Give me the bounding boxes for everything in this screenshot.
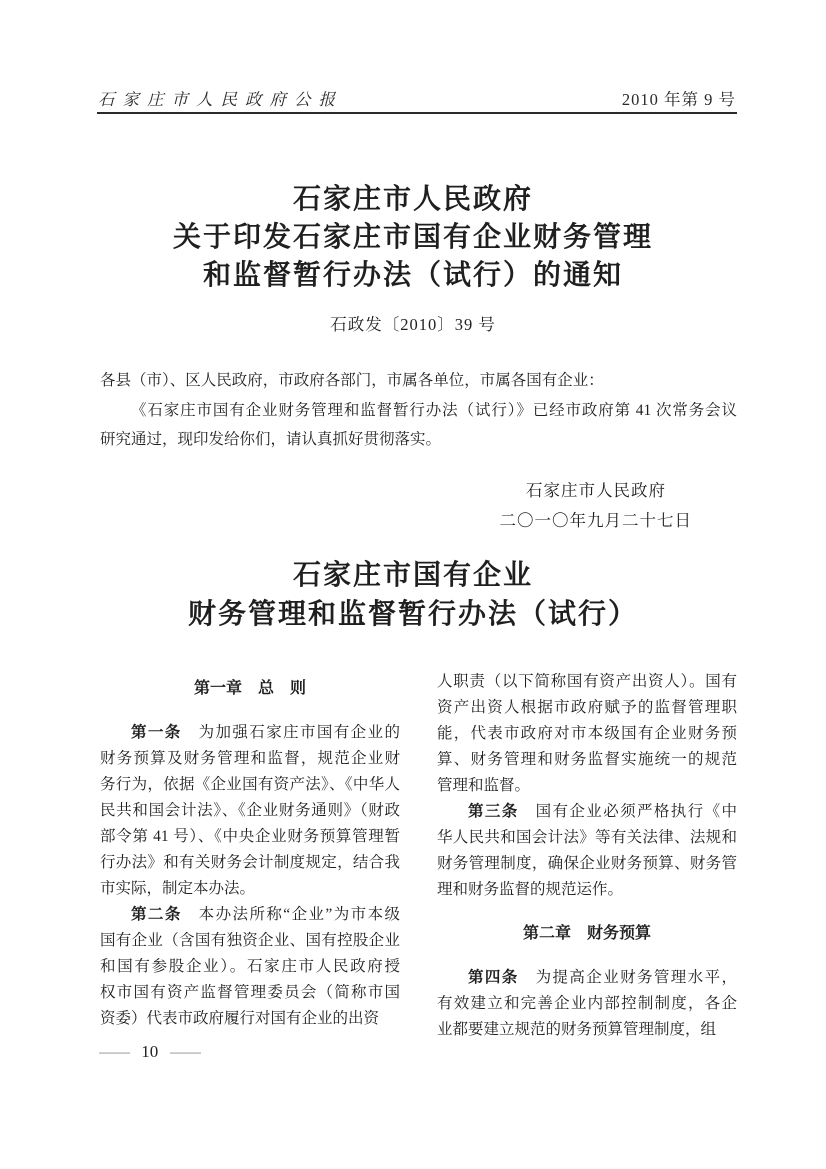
text-line: 部令第 41 号）、《中央企业财务预算管理暂 bbox=[100, 828, 400, 845]
column-right bbox=[437, 669, 737, 1043]
text-line: 财务预算及财务管理和监督，规范企业财 bbox=[100, 750, 400, 767]
chapter-heading: 第二章 财务预算 bbox=[522, 925, 651, 942]
text-line: 国有企业（含国有独资企业、国有控股企业 bbox=[100, 932, 400, 949]
text-line: 第一条 为加强石家庄市国有企业的 bbox=[131, 724, 400, 741]
notice-body bbox=[100, 366, 737, 455]
notice-title bbox=[0, 181, 826, 295]
text-line: 市实际，制定本办法。 bbox=[100, 880, 256, 897]
regulation-title-line-1: 石家庄市国有企业 bbox=[292, 560, 533, 591]
text-line: 和国有参股企业）。石家庄市人民政府授 bbox=[100, 958, 400, 975]
notice-body-line: 《石家庄市国有企业财务管理和监督暂行办法（试行）》已经市政府第 41 次常务会议 bbox=[131, 401, 737, 419]
page-number bbox=[100, 1042, 200, 1062]
text-line: 权市国有资产监督管理委员会（简称市国 bbox=[100, 984, 400, 1001]
text-line: 理和财务监督的规范运作。 bbox=[437, 881, 624, 898]
notice-title-line-1: 石家庄市人民政府 bbox=[292, 184, 533, 215]
signature-block bbox=[500, 476, 693, 535]
text-line: 华人民共和国会计法》等有关法律、法规和 bbox=[437, 829, 737, 846]
text-line: 民共和国会计法》、《企业财务通则》（财政 bbox=[100, 802, 400, 819]
salutation-line: 各县（市）、区人民政府，市政府各部门，市属各单位，市属各国有企业： bbox=[100, 372, 604, 389]
issue-number: 2010 年第 9 号 bbox=[621, 90, 736, 109]
article-number: 第二条 bbox=[131, 906, 182, 923]
text-line: 资委）代表市政府履行对国有企业的出资 bbox=[100, 1010, 380, 1027]
text-line: 务行为，依据《企业国有资产法》、《中华人 bbox=[100, 776, 400, 793]
text-line: 有效建立和完善企业内部控制制度，各企 bbox=[437, 995, 737, 1012]
header-rule bbox=[97, 112, 737, 114]
regulation-title bbox=[0, 556, 826, 634]
text-line: 行办法》和有关财务会计制度规定，结合我 bbox=[100, 854, 400, 871]
page-header bbox=[98, 86, 736, 110]
text-line: 第四条 为提高企业财务管理水平， bbox=[468, 969, 737, 986]
article-number: 第四条 bbox=[468, 969, 519, 986]
article-number: 第一条 bbox=[131, 724, 182, 741]
text-line: 管理和监督。 bbox=[437, 777, 531, 794]
notice-body-line: 研究通过，现印发给你们，请认真抓好贯彻落实。 bbox=[100, 431, 442, 448]
page-number-dash: — bbox=[99, 1042, 130, 1061]
page-number-value: 10 bbox=[141, 1042, 159, 1061]
publication-name: 石家庄市人民政府公报 bbox=[98, 90, 343, 109]
text-line: 业都要建立规范的财务预算管理制度，组 bbox=[437, 1021, 717, 1038]
notice-title-line-3: 和监督暂行办法（试行）的通知 bbox=[202, 260, 623, 291]
text-line: 算、财务管理和财务监督实施统一的规范 bbox=[437, 751, 737, 768]
signature-organization: 石家庄市人民政府 bbox=[526, 481, 666, 500]
document-number: 石政发〔2010〕39 号 bbox=[330, 315, 496, 334]
text-line: 第二条 本办法所称“企业”为市本级 bbox=[131, 906, 400, 923]
text-line: 能，代表市政府对市本级国有企业财务预 bbox=[437, 725, 737, 742]
regulation-title-line-2: 财务管理和监督暂行办法（试行） bbox=[187, 599, 638, 630]
text-line: 人职责（以下简称国有资产出资人）。国有 bbox=[437, 673, 737, 690]
signature-date: 二〇一〇年九月二十七日 bbox=[499, 510, 692, 530]
text-line: 第三条 国有企业必须严格执行《中 bbox=[468, 803, 737, 820]
text-line: 资产出资人根据市政府赋予的监督管理职 bbox=[437, 699, 737, 716]
notice-title-line-2: 关于印发石家庄市国有企业财务管理 bbox=[172, 222, 653, 253]
column-left bbox=[100, 676, 400, 1032]
chapter-heading: 第一章 总 则 bbox=[193, 680, 306, 697]
text-line: 财务管理制度，确保企业财务预算、财务管 bbox=[437, 855, 737, 872]
article-number: 第三条 bbox=[468, 803, 519, 820]
page-number-dash: — bbox=[169, 1042, 201, 1061]
